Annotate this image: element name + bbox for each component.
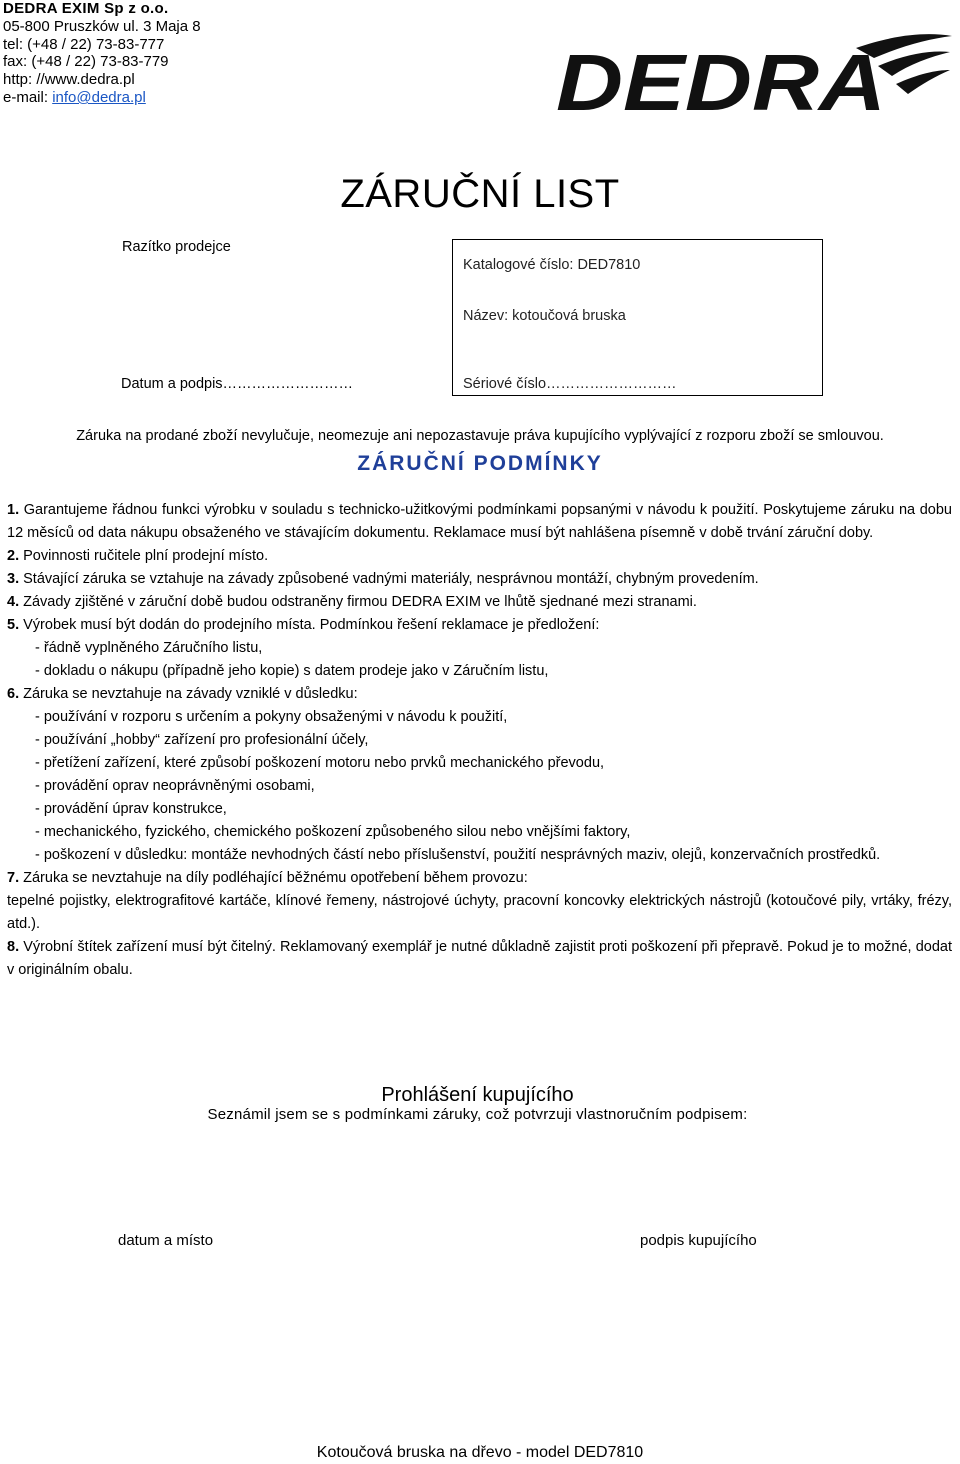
catalog-number: Katalogové číslo: DED7810 [463,257,641,273]
condition-text: Záruka se nevztahuje na díly podléhající běžnému opotřebení během provozu: [23,870,528,886]
list-item: - řádně vyplněného Záručního listu, [35,640,263,656]
company-name: DEDRA EXIM Sp z o.o. [3,0,169,17]
condition-text: Závady zjištěné v záruční době budou odstraněny firmou DEDRA EXIM ve lhůtě sjednané mezi stranami. [23,594,697,610]
condition-number: 3. [7,571,20,587]
condition-number: 5. [7,617,20,633]
seller-stamp-label: Razítko prodejce [122,239,231,255]
condition-6 [7,683,952,706]
product-info-box [452,239,823,396]
list-item: - používání „hobby“ zařízení pro profesionální účely, [35,732,369,748]
dedra-logo [556,32,954,118]
company-info [3,0,201,107]
list-item: - mechanického, fyzického, chemického poškození způsobeného silou nebo vnějšími faktory, [35,824,631,840]
condition-text: Stávající záruka se vztahuje na závady způsobené vadnými materiály, nesprávnou montáží, chybným provedením. [23,571,759,587]
condition-2 [7,545,952,568]
company-email-line [3,89,201,107]
disclaimer-text: Záruka na prodané zboží nevylučuje, neomezuje ani nepozastavuje práva kupujícího vyplývající z rozporu zboží se smlouvou. [76,428,884,444]
date-place-label: datum a místo [118,1232,214,1249]
serial-number: Sériové číslo……………………… [463,376,677,392]
declaration-subtitle: Seznámil jsem se s podmínkami záruky, což potvrzuji vlastnoručním podpisem: [207,1106,748,1123]
condition-number: 6. [7,686,20,702]
company-fax: fax: (+48 / 22) 73-83-779 [3,53,169,71]
condition-number: 4. [7,594,20,610]
company-web: http: //www.dedra.pl [3,71,135,89]
conditions-list [7,499,952,982]
logo-wordmark: DEDRA [556,38,886,118]
condition-5 [7,614,952,637]
declaration-title: Prohlášení kupujícího [381,1084,574,1106]
list-item: - provádění úprav konstrukce, [35,801,227,817]
condition-4 [7,591,952,614]
email-link[interactable]: info@dedra.pl [52,88,146,106]
page-title: ZÁRUČNÍ LIST [340,172,620,216]
product-name: Název: kotoučová bruska [463,308,626,324]
buyer-signature-label: podpis kupujícího [640,1232,757,1249]
email-prefix: e-mail: [3,88,53,106]
condition-text: Povinnosti ručitele plní prodejní místo. [23,548,269,564]
list-item: - používání v rozporu s určením a pokyny obsaženými v návodu k použití, [35,709,508,725]
condition-8 [7,936,952,982]
condition-number: 7. [7,870,20,886]
conditions-heading: ZÁRUČNÍ PODMÍNKY [357,452,603,475]
condition-7 [7,867,952,890]
page-footer: Kotoučová bruska na dřevo - model DED7810 [316,1444,644,1461]
condition-text: Garantujeme řádnou funkci výrobku v souladu s technicko-užitkovými podmínkami popsanými v návodu k použití. Poskytujeme záruku na dobu 12 měsíců od data nákupu obsaženého ve stávajícím dokumentu. Reklamace musí být nahlášena písemně v době trvání záruční doby. [7,502,953,541]
list-item: - dokladu o nákupu (případně jeho kopie) s datem prodeje jako v Záručním listu, [35,663,549,679]
list-item: - poškození v důsledku: montáže nevhodných částí nebo příslušenství, použití nesprávných maziv, olejů, konzervačních prostředků. [35,847,881,863]
condition-3 [7,568,952,591]
company-address: 05-800 Pruszków ul. 3 Maja 8 [3,17,201,35]
condition-text: Výrobek musí být dodán do prodejního místa. Podmínkou řešení reklamace je předložení: [23,617,600,633]
condition-text: Záruka se nevztahuje na závady vzniklé v důsledku: [23,686,358,702]
condition-number: 1. [7,502,20,518]
date-signature-label: Datum a podpis……………………… [121,376,354,392]
company-tel: tel: (+48 / 22) 73-83-777 [3,35,165,53]
condition-number: 8. [7,939,20,955]
list-item: - přetížení zařízení, které způsobí poškození motoru nebo prvků mechanického převodu, [35,755,605,771]
condition-text: Výrobní štítek zařízení musí být čitelný. Reklamovaný exemplář je nutné důkladně zajistit proti poškození při přepravě. Pokud je to možné, dodat v originálním obalu. [7,939,952,978]
condition-number: 2. [7,548,20,564]
condition-7-detail: tepelné pojistky, elektrografitové kartáče, klínové řemeny, nástrojové úchyty, pracovní koncovky elektrických nástrojů (kotoučové pily, vrtáky, frézy, atd.). [7,893,952,932]
condition-1 [7,499,952,545]
list-item: - provádění oprav neoprávněnými osobami, [35,778,315,794]
